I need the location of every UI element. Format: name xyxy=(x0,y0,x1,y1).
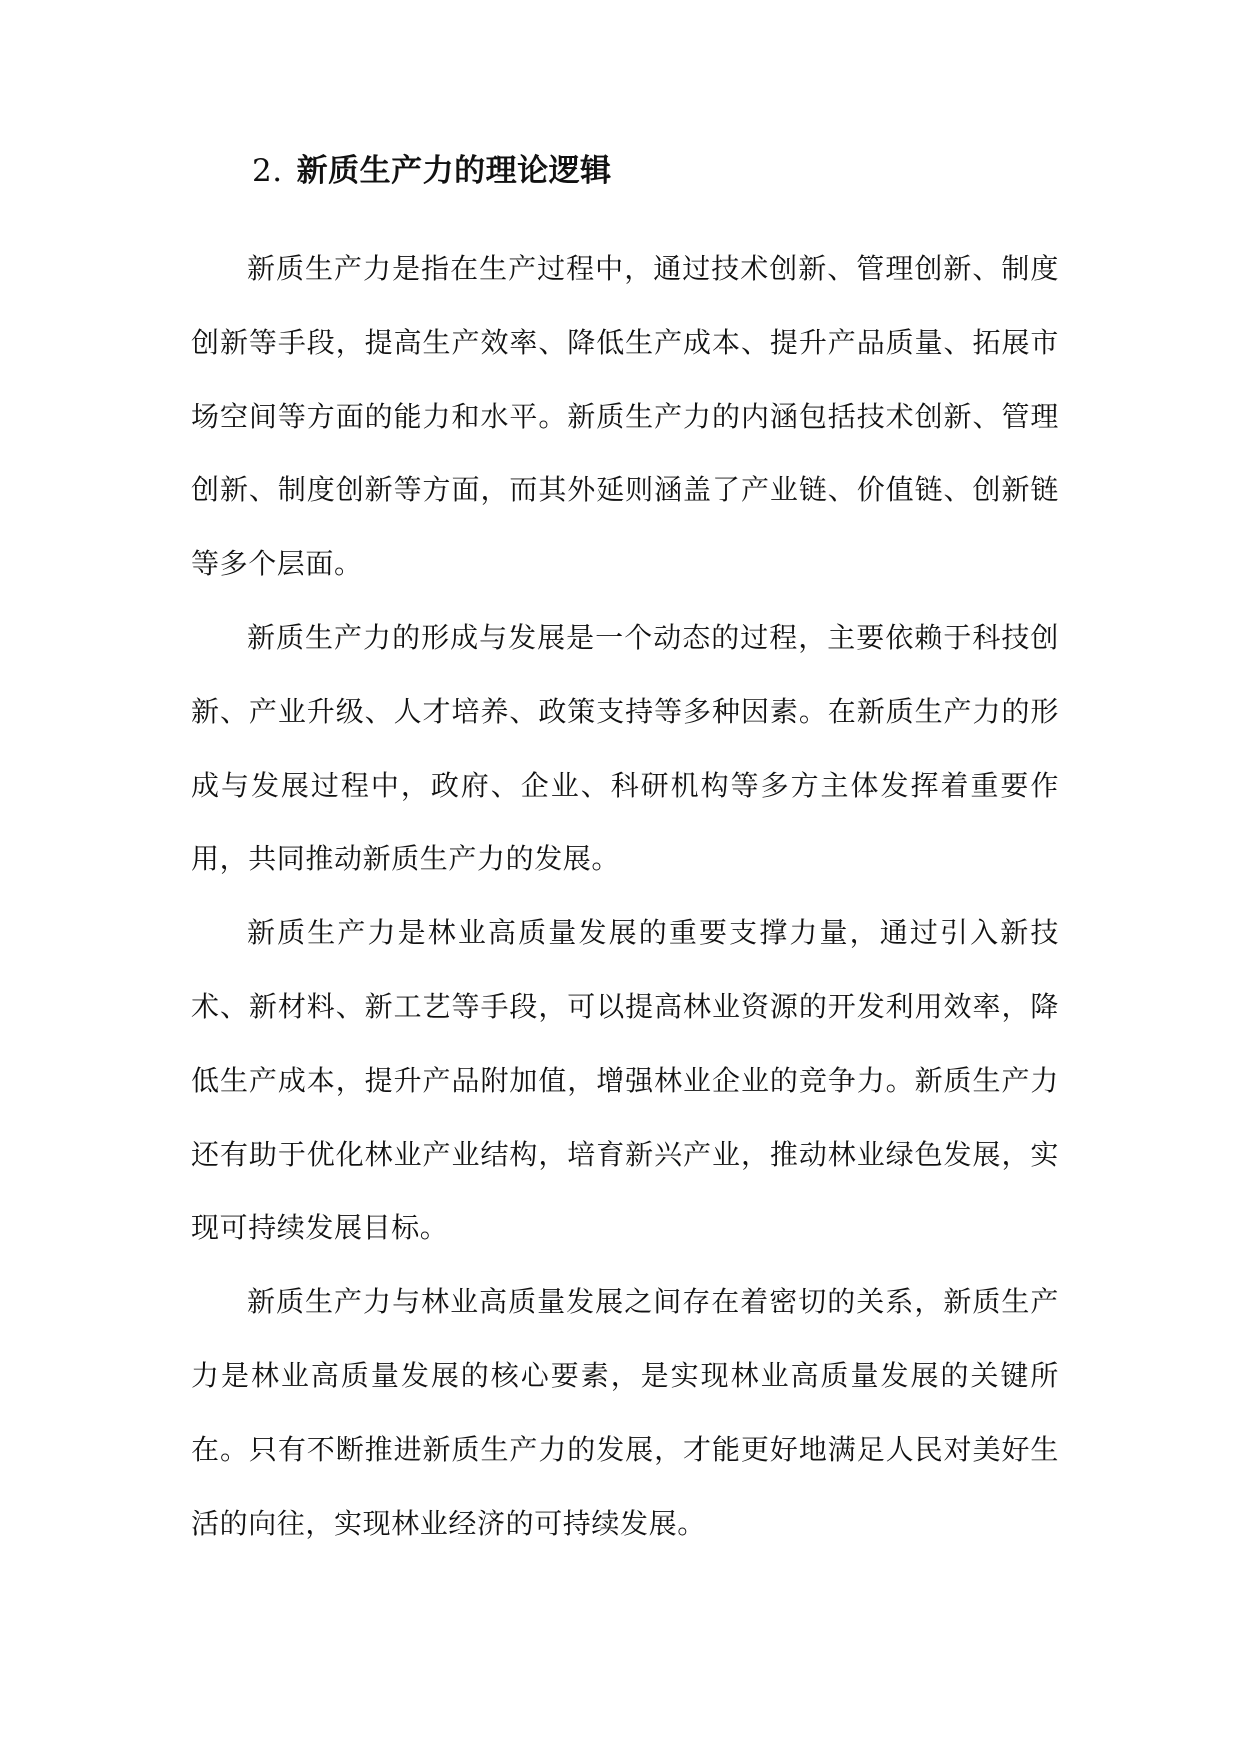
section-title: 新质生产力的理论逻辑 xyxy=(296,153,612,189)
paragraph-relationship: 新质生产力与林业高质量发展之间存在着密切的关系，新质生产力是林业高质量发展的核心要素，是实现林业高质量发展的关键所在。只有不断推进新质生产力的发展，才能更好地满足人民对美好生活的向往，实现林业经济的可持续发展。 xyxy=(191,1285,1059,1540)
paragraph-formation: 新质生产力的形成与发展是一个动态的过程，主要依赖于科技创新、产业升级、人才培养、政策支持等多种因素。在新质生产力的形成与发展过程中，政府、企业、科研机构等多方主体发挥着重要作用，共同推动新质生产力的发展。 xyxy=(191,620,1059,876)
paragraph-forestry-support: 新质生产力是林业高质量发展的重要支撑力量，通过引入新技术、新材料、新工艺等手段，可以提高林业资源的开发利用效率，降低生产成本，提升产品附加值，增强林业企业的竞争力。新质生产力还有助于优化林业产业结构，培育新兴产业，推动林业绿色发展，实现可持续发展目标。 xyxy=(191,916,1059,1245)
section-number: 2. xyxy=(252,153,283,189)
paragraph-definition: 新质生产力是指在生产过程中，通过技术创新、管理创新、制度创新等手段，提高生产效率、降低生产成本、提升产品质量、拓展市场空间等方面的能力和水平。新质生产力的内涵包括技术创新、管理创新、制度创新等方面，而其外延则涵盖了产业链、价值链、创新链等多个层面。 xyxy=(191,252,1059,581)
document-body xyxy=(191,232,1059,1560)
section-heading xyxy=(252,148,612,194)
